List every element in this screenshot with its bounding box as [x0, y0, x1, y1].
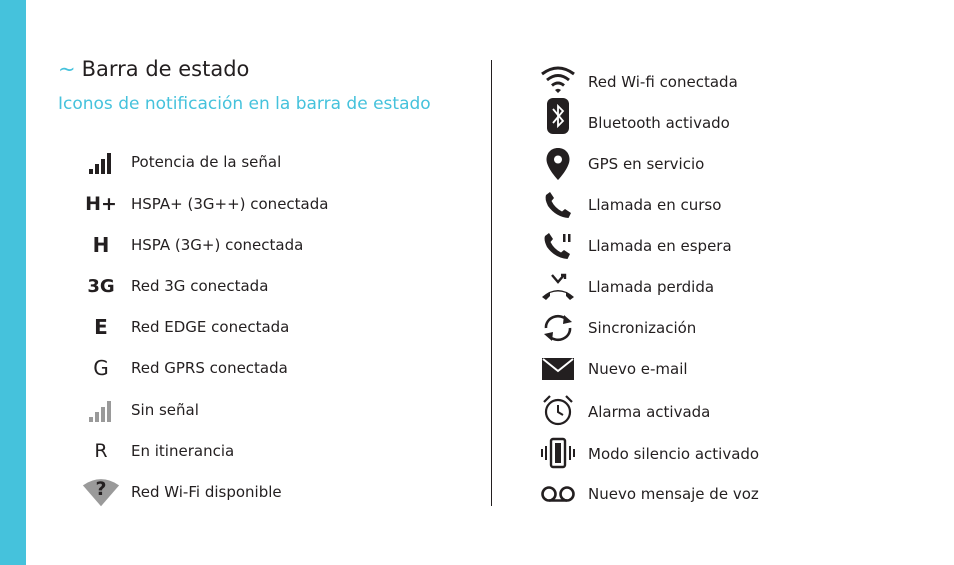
gps-pin-icon [538, 146, 578, 182]
legend-label: Llamada perdida [588, 278, 715, 296]
legend-label: Modo silencio activado [588, 445, 760, 463]
hspa-plus-icon: H+ [85, 193, 117, 215]
alarm-clock-icon [538, 394, 578, 428]
legend-label: Alarma activada [588, 403, 711, 421]
title-text: Barra de estado [81, 57, 250, 81]
phone-call-icon [538, 189, 578, 221]
sync-icon [538, 312, 578, 344]
legend-label: Red Wi-fi conectada [588, 73, 738, 91]
section-subtitle: Iconos de notificación en la barra de estado [58, 94, 431, 114]
legend-label: Red Wi-Fi disponible [131, 483, 282, 501]
no-signal-icon [81, 394, 121, 426]
legend-label: HSPA+ (3G++) conectada [131, 195, 329, 213]
call-hold-icon [538, 230, 578, 262]
legend-label: Potencia de la señal [131, 153, 282, 171]
legend-label: HSPA (3G+) conectada [131, 236, 304, 254]
column-divider [491, 60, 492, 506]
edge-icon: E [94, 315, 108, 339]
vibrate-icon [538, 436, 578, 470]
signal-strength-icon [81, 146, 121, 178]
missed-call-icon [538, 271, 578, 303]
legend-label: Sin señal [131, 401, 199, 419]
side-accent-bar [0, 0, 26, 565]
3g-icon: 3G [87, 275, 115, 297]
roaming-icon: R [94, 440, 108, 462]
wifi-icon [538, 62, 578, 98]
legend-label: Llamada en curso [588, 196, 722, 214]
section-title [58, 57, 249, 81]
wifi-available-icon: ? [81, 476, 121, 508]
voicemail-icon [538, 478, 578, 510]
legend-label: En itinerancia [131, 442, 235, 460]
legend-label: Nuevo e-mail [588, 360, 688, 378]
bluetooth-icon [538, 98, 578, 134]
legend-label: Sincronización [588, 319, 697, 337]
legend-label: Red 3G conectada [131, 277, 269, 295]
legend-label: Red EDGE conectada [131, 318, 290, 336]
legend-label: Nuevo mensaje de voz [588, 485, 759, 503]
hspa-icon: H [92, 233, 110, 257]
title-tilde: ~ [58, 57, 76, 81]
legend-label: Llamada en espera [588, 237, 732, 255]
gprs-icon: G [93, 356, 109, 380]
legend-label: Bluetooth activado [588, 114, 730, 132]
email-icon [538, 353, 578, 385]
legend-label: GPS en servicio [588, 155, 705, 173]
legend-label: Red GPRS conectada [131, 359, 288, 377]
